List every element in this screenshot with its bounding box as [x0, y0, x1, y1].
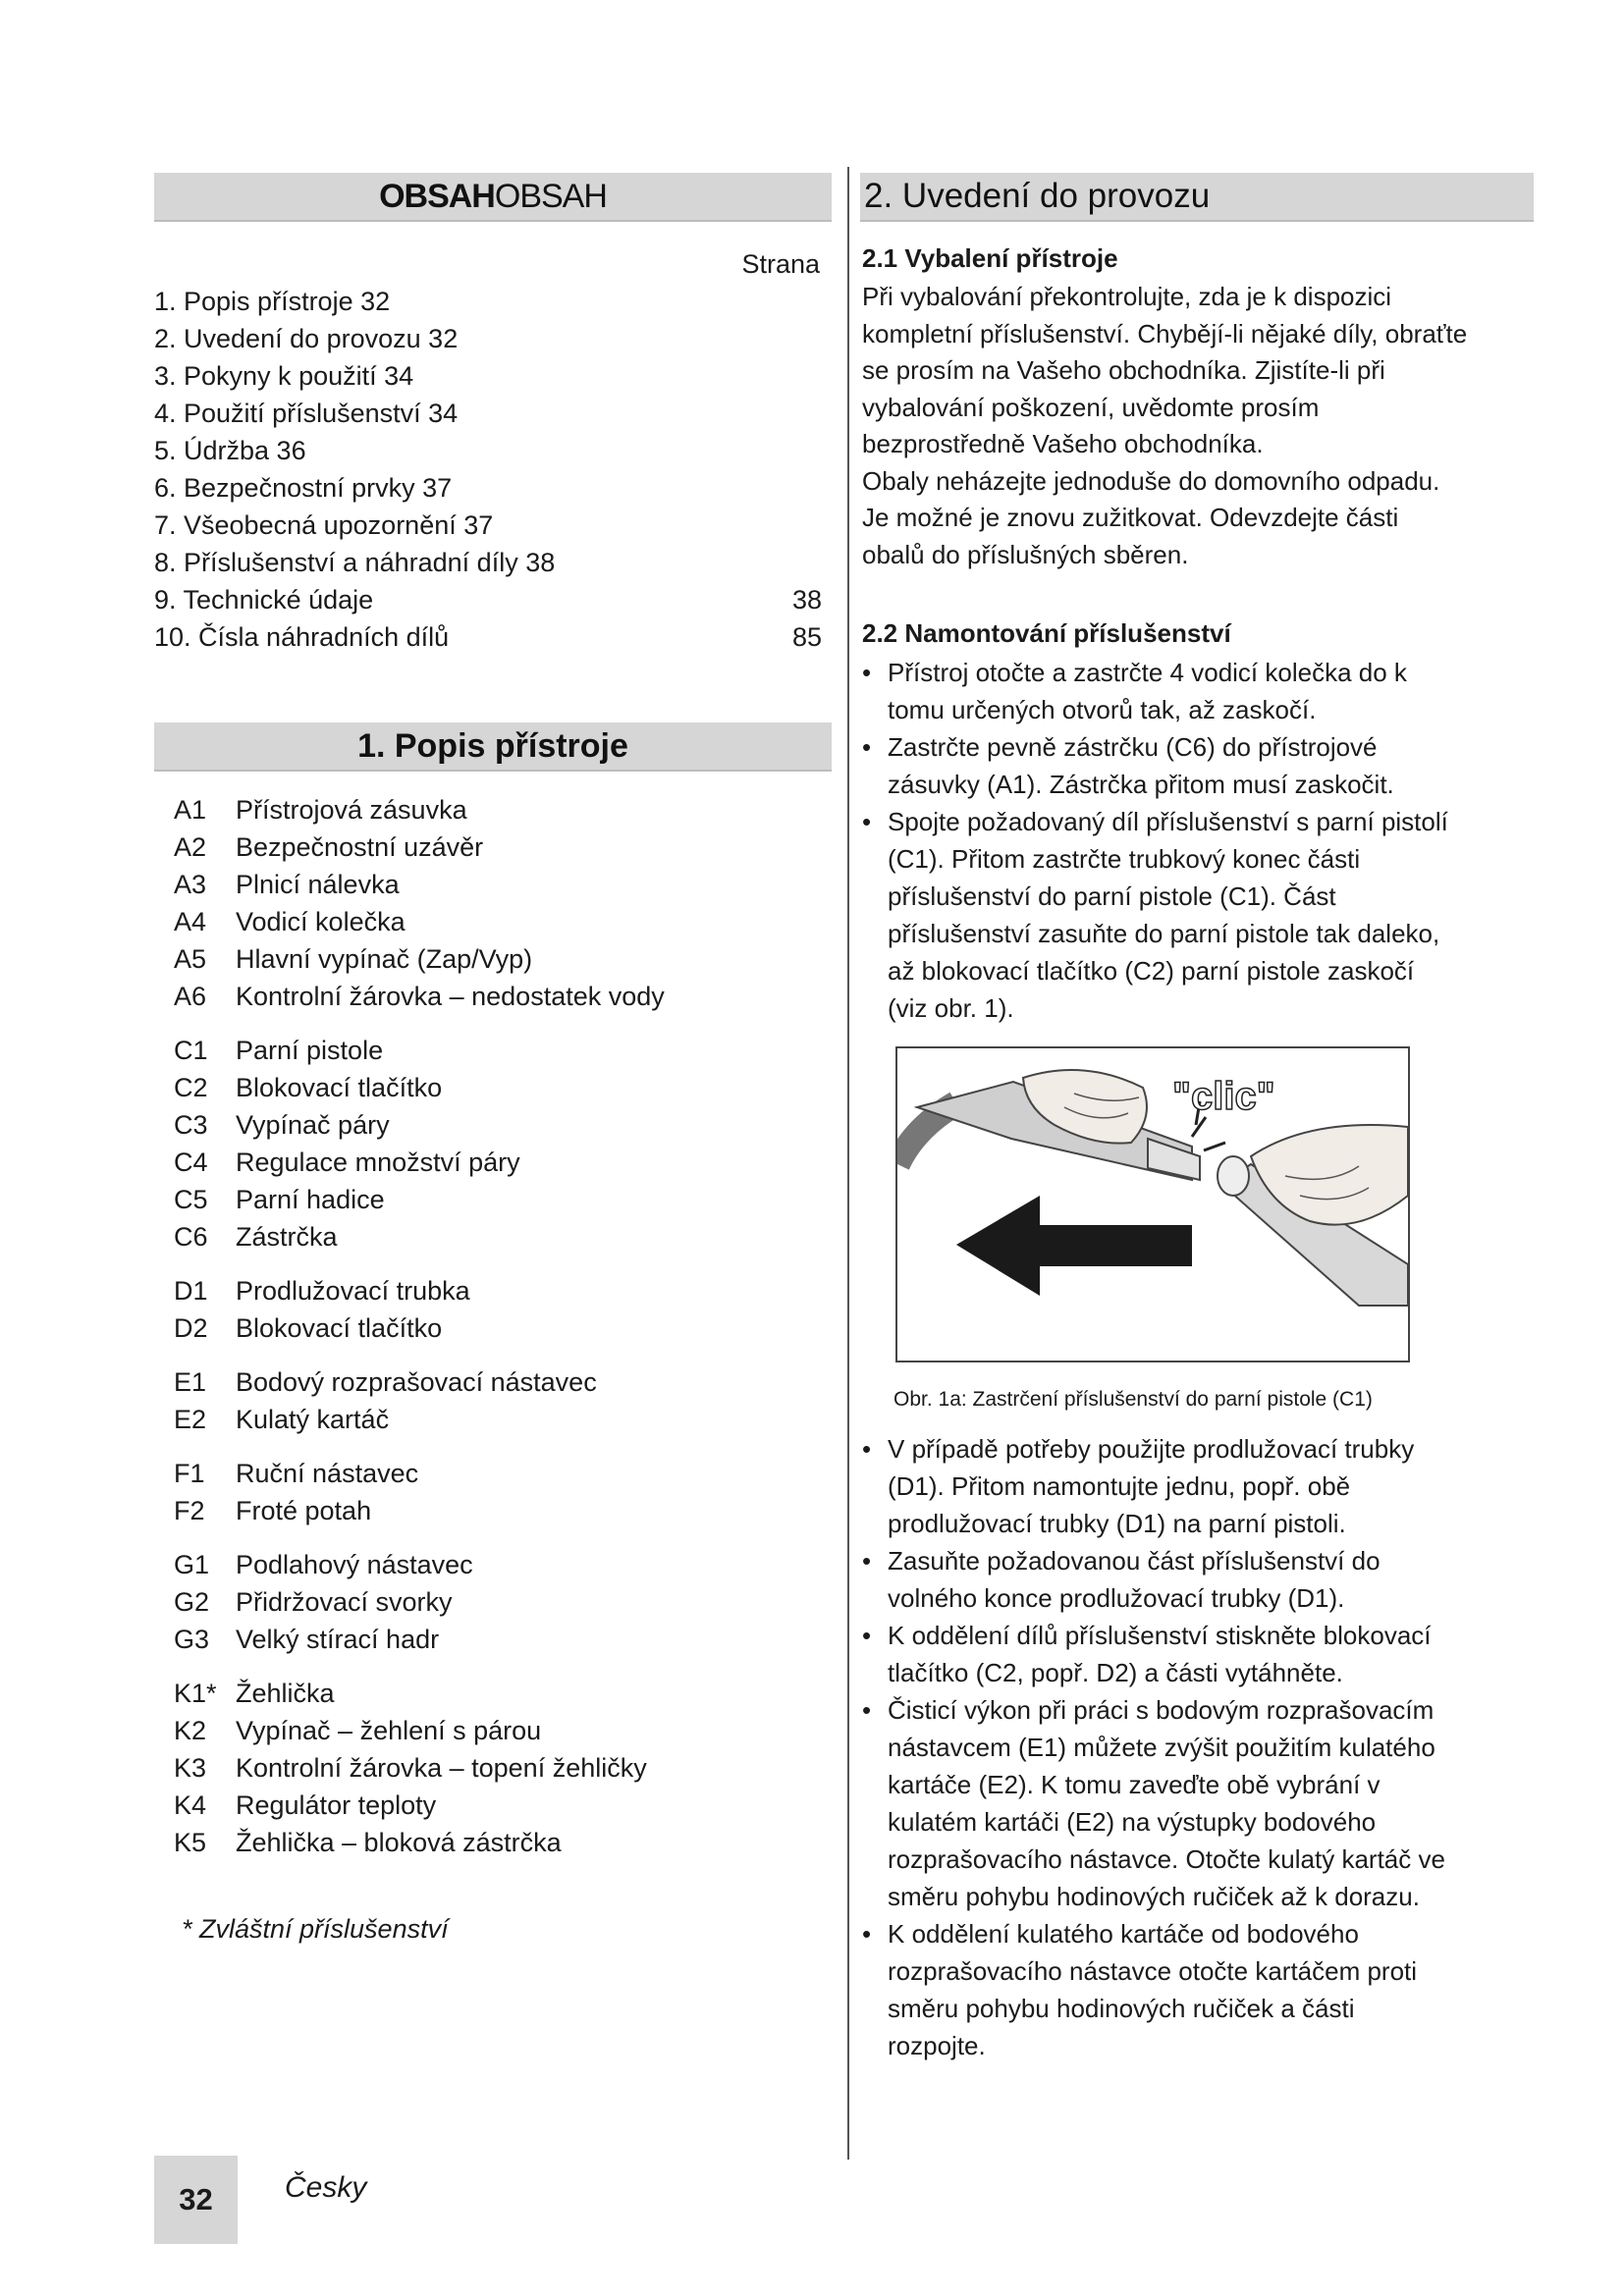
toc-entry: 2. Uvedení do provozu 32 — [154, 324, 459, 353]
s21-line-text: kompletní příslušenství. Chybějí-li nějaké díly, obraťte — [862, 318, 1468, 348]
part-code: C3 — [174, 1110, 208, 1140]
bullet-item-line: příslušenství zasuňte do parní pistole tak daleko, — [888, 919, 1440, 948]
page-number-box — [154, 2156, 238, 2244]
part-code: K3 — [174, 1753, 207, 1783]
part-name: Blokovací tlačítko — [236, 1073, 443, 1102]
part-row — [174, 791, 822, 828]
section2-title-bar — [860, 173, 1534, 222]
bullet-item-line: tomu určených otvorů tak, až zaskočí. — [888, 695, 1317, 724]
part-row — [174, 1069, 822, 1106]
part-code: D1 — [174, 1276, 208, 1306]
bullet-item — [858, 1691, 1545, 1915]
s21-paragraph — [862, 279, 1549, 573]
part-name: Přístrojová zásuvka — [236, 795, 467, 825]
part-row — [174, 1621, 822, 1658]
bullet-item-line: • Zastrčte pevně zástrčku (C6) do přístrojové — [888, 732, 1378, 762]
bullet-item-line: (viz obr. 1). — [888, 993, 1014, 1023]
toc-entry: 6. Bezpečnostní prvky 37 — [154, 473, 453, 503]
toc-entry: 10. Čísla náhradních dílů — [154, 622, 450, 652]
bullet-item-line: rozpojte. — [888, 2031, 986, 2060]
s21-line — [862, 500, 1549, 537]
part-name: Zástrčka — [236, 1222, 338, 1252]
bullet-item-line: • V případě potřeby použijte prodlužovací trubky — [888, 1434, 1415, 1464]
part-name: Přidržovací svorky — [236, 1587, 453, 1617]
bullet-item-line: volného konce prodlužovací trubky (D1). — [888, 1583, 1345, 1613]
part-name: Hlavní vypínač (Zap/Vyp) — [236, 944, 533, 974]
toc-page: 38 — [791, 585, 822, 614]
part-name: Bezpečnostní uzávěr — [236, 832, 484, 862]
toc-row — [154, 544, 822, 581]
part-name: Blokovací tlačítko — [236, 1313, 443, 1343]
part-code: F2 — [174, 1496, 205, 1525]
bullet-item-line: kartáče (E2). K tomu zaveďte obě vybrání v — [888, 1770, 1380, 1799]
part-code: K2 — [174, 1716, 207, 1745]
part-code: C2 — [174, 1073, 208, 1102]
part-name: Žehlička – bloková zástrčka — [236, 1828, 562, 1857]
part-name: Prodlužovací trubka — [236, 1276, 470, 1306]
bullet-item-line: • K oddělení dílů příslušenství stiskněte blokovací — [888, 1621, 1432, 1650]
part-row — [174, 1749, 822, 1787]
tube-opening-shape — [1218, 1156, 1249, 1196]
part-code: C1 — [174, 1036, 208, 1065]
bullet-item-line: až blokovací tlačítko (C2) parní pistole zaskočí — [888, 956, 1415, 986]
s21-line — [862, 426, 1549, 463]
bullet-item-line: rozprašovacího nástavce. Otočte kulatý kartáč ve — [888, 1844, 1445, 1874]
toc-entry: 3. Pokyny k použití 34 — [154, 361, 414, 391]
s21-line-text: Je možné je znovu zužitkovat. Odevzdejte části — [862, 503, 1399, 532]
s21-line — [862, 463, 1549, 501]
part-row — [174, 978, 822, 1015]
part-code: C5 — [174, 1185, 208, 1214]
s22-bullets — [858, 654, 1545, 1027]
s21-line-text: bezprostředně Vašeho obchodníka. — [862, 429, 1264, 458]
part-row — [174, 903, 822, 940]
popis-title-bar — [154, 722, 832, 772]
bullet-item-line: (D1). Přitom namontujte jednu, popř. obě — [888, 1471, 1351, 1501]
part-code: A3 — [174, 870, 207, 899]
bullet-item — [858, 1617, 1545, 1691]
part-row — [174, 1218, 822, 1255]
bullet-item — [858, 1915, 1545, 2064]
toc-row — [154, 581, 822, 618]
toc-row — [154, 320, 822, 357]
part-name: Vypínač páry — [236, 1110, 390, 1140]
toc-title-part-a: OBSAH — [379, 178, 495, 215]
part-row — [174, 828, 822, 866]
part-row — [174, 1583, 822, 1621]
bullet-item-line: rozprašovacího nástavce otočte kartáčem proti — [888, 1956, 1418, 1986]
bullet-item — [858, 1542, 1545, 1617]
part-name: Žehlička — [236, 1679, 335, 1708]
part-row — [174, 1401, 822, 1438]
bullet-item — [858, 728, 1545, 803]
part-row — [174, 1675, 822, 1712]
part-row — [174, 1492, 822, 1529]
s21-line — [862, 279, 1549, 316]
part-name: Velký stírací hadr — [236, 1625, 440, 1654]
toc-row — [154, 469, 822, 507]
part-code: C6 — [174, 1222, 208, 1252]
part-code: E1 — [174, 1367, 207, 1397]
part-code: A2 — [174, 832, 207, 862]
part-name: Vodicí kolečka — [236, 907, 406, 936]
figure-illustration — [897, 1048, 1408, 1361]
s21-line — [862, 352, 1549, 390]
part-row — [174, 1455, 822, 1492]
bullet-item-line: (C1). Přitom zastrčte trubkový konec části — [888, 844, 1361, 874]
page-number: 32 — [179, 2182, 213, 2216]
table-of-contents — [154, 283, 822, 656]
toc-entry: 4. Použití příslušenství 34 — [154, 399, 459, 428]
s21-line-text: se prosím na Vašeho obchodníka. Zjistíte-li při — [862, 355, 1385, 385]
toc-row — [154, 432, 822, 469]
bullet-item-line: • Zasuňte požadovanou část příslušenství do — [888, 1546, 1380, 1575]
part-row — [174, 1106, 822, 1144]
toc-entry: 9. Technické údaje — [154, 585, 374, 614]
bullet-item-line: zásuvky (A1). Zástrčka přitom musí zaskočit. — [888, 770, 1394, 799]
part-name: Parní pistole — [236, 1036, 384, 1065]
language-label: Česky — [285, 2171, 367, 2204]
toc-row — [154, 357, 822, 395]
section2-title: 2. Uvedení do provozu — [864, 177, 1211, 215]
s21-heading: 2.1 Vybalení přístroje — [862, 243, 1118, 273]
toc-row — [154, 618, 822, 656]
s21-line-text: vybalování poškození, uvědomte prosím — [862, 392, 1320, 422]
bullet-item-line: • Čisticí výkon při práci s bodovým rozprašovacím — [888, 1695, 1435, 1725]
toc-page: 85 — [791, 622, 822, 652]
bullet-item-line: směru pohybu hodinových ručiček až k dorazu. — [888, 1882, 1420, 1911]
part-row — [174, 1272, 822, 1309]
part-row — [174, 1787, 822, 1824]
part-row — [174, 1546, 822, 1583]
part-name: Parní hadice — [236, 1185, 385, 1214]
clic-label: "clic" — [1172, 1075, 1275, 1118]
bullet-item — [858, 1430, 1545, 1542]
s21-line — [862, 537, 1549, 574]
part-row — [174, 866, 822, 903]
bullet-item-line: tlačítko (C2, popř. D2) a části vytáhněte. — [888, 1658, 1343, 1687]
part-code: A6 — [174, 982, 207, 1011]
toc-row — [154, 395, 822, 432]
bullet-item-line: • K oddělení kulatého kartáče od bodového — [888, 1919, 1359, 1949]
s21-line-text: Obaly neházejte jednoduše do domovního odpadu. — [862, 465, 1440, 496]
arrow-shape — [956, 1196, 1192, 1296]
part-name: Kontrolní žárovka – nedostatek vody — [236, 982, 665, 1011]
usage-bullets — [858, 1430, 1545, 2064]
part-row — [174, 1363, 822, 1401]
bullet-item-line: prodlužovací trubky (D1) na parní pistoli. — [888, 1509, 1346, 1538]
bullet-item-line: kulatém kartáči (E2) na výstupky bodového — [888, 1807, 1377, 1837]
part-code: E2 — [174, 1405, 207, 1434]
part-code: A1 — [174, 795, 207, 825]
bullet-item — [858, 654, 1545, 728]
strana-label: Strana — [741, 249, 820, 279]
part-code: A5 — [174, 944, 207, 974]
bullet-item-line: příslušenství do parní pistole (C1). Část — [888, 881, 1336, 911]
part-code: G1 — [174, 1550, 210, 1579]
part-code: D2 — [174, 1313, 208, 1343]
part-name: Regulace množství páry — [236, 1148, 520, 1177]
figure-clic — [895, 1046, 1410, 1362]
part-name: Plnicí nálevka — [236, 870, 400, 899]
parts-list — [174, 791, 822, 1861]
part-code: G2 — [174, 1587, 210, 1617]
part-name: Kulatý kartáč — [236, 1405, 390, 1434]
part-row — [174, 940, 822, 978]
part-row — [174, 1181, 822, 1218]
part-row — [174, 1032, 822, 1069]
part-name: Podlahový nástavec — [236, 1550, 473, 1579]
s21-line-text: obalů do příslušných sběren. — [862, 539, 1189, 569]
figure-caption: Obr. 1a: Zastrčení příslušenství do parní pistole (C1) — [893, 1388, 1373, 1411]
part-code: F1 — [174, 1459, 205, 1488]
toc-entry: 1. Popis přístroje 32 — [154, 287, 391, 316]
part-code: K5 — [174, 1828, 207, 1857]
part-code: C4 — [174, 1148, 208, 1177]
bullet-item-line: • Spojte požadovaný díl příslušenství s parní pistolí — [888, 807, 1448, 836]
toc-entry: 8. Příslušenství a náhradní díly 38 — [154, 548, 556, 577]
s21-line — [862, 316, 1549, 353]
s22-heading: 2.2 Namontování příslušenství — [862, 618, 1231, 648]
toc-entry: 5. Údržba 36 — [154, 436, 306, 465]
toc-title-bar — [154, 173, 832, 222]
part-row — [174, 1824, 822, 1861]
part-name: Regulátor teploty — [236, 1790, 437, 1820]
part-name: Bodový rozprašovací nástavec — [236, 1367, 597, 1397]
s21-line-text: Při vybalování překontrolujte, zda je k dispozici — [862, 282, 1392, 311]
part-code: G3 — [174, 1625, 210, 1654]
toc-title-part-b: OBSAH — [494, 178, 607, 215]
part-row — [174, 1712, 822, 1749]
part-name: Ruční nástavec — [236, 1459, 419, 1488]
part-row — [174, 1309, 822, 1347]
toc-row — [154, 507, 822, 544]
part-code: K4 — [174, 1790, 207, 1820]
bullet-item-line: nástavcem (E1) můžete zvýšit použitím kulatého — [888, 1733, 1435, 1762]
column-divider — [847, 167, 849, 2160]
part-code: A4 — [174, 907, 207, 936]
part-row — [174, 1144, 822, 1181]
toc-title — [154, 173, 832, 220]
popis-title: 1. Popis přístroje — [357, 727, 628, 765]
toc-row — [154, 283, 822, 320]
part-name: Kontrolní žárovka – topení žehličky — [236, 1753, 647, 1783]
bullet-item — [858, 803, 1545, 1027]
footnote: * Zvláštní příslušenství — [182, 1914, 449, 1944]
part-code: K1* — [174, 1679, 217, 1708]
bullet-item-line: • Přístroj otočte a zastrčte 4 vodicí kolečka do k — [888, 658, 1407, 687]
part-name: Vypínač – žehlení s párou — [236, 1716, 542, 1745]
toc-entry: 7. Všeobecná upozornění 37 — [154, 510, 494, 540]
part-name: Froté potah — [236, 1496, 372, 1525]
bullet-item-line: směru pohybu hodinových ručiček a části — [888, 1994, 1355, 2023]
s21-line — [862, 390, 1549, 427]
